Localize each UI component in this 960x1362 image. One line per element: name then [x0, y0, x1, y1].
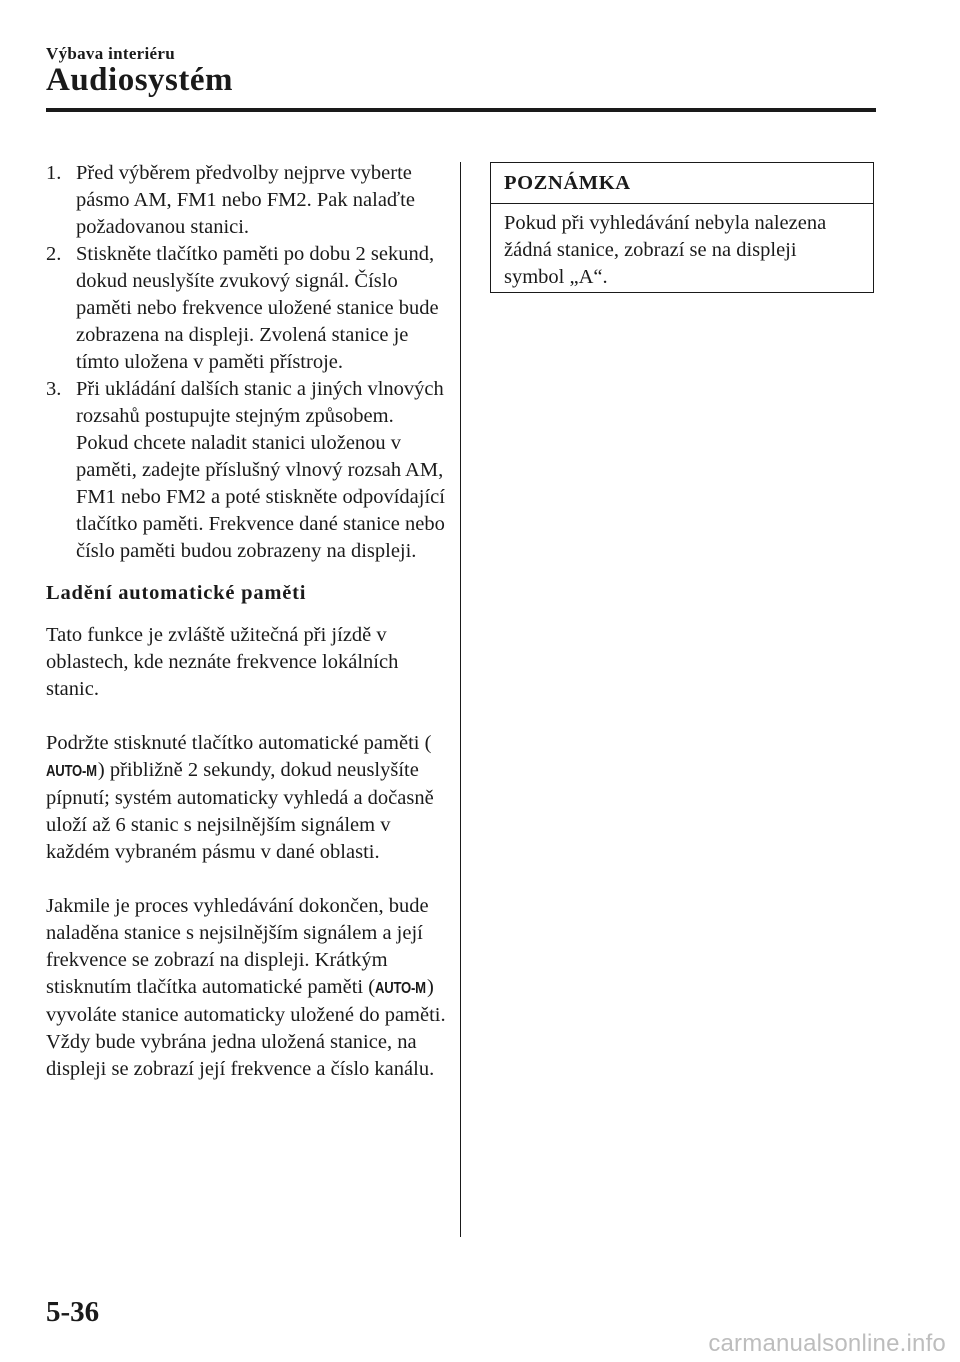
step-item [46, 160, 446, 241]
note-box [490, 162, 874, 293]
step-item [46, 241, 446, 376]
paragraph-text: Podržte stisknuté tlačítko automatické paměti ( [46, 732, 432, 754]
step-text: Před výběrem předvolby nejprve vyberte pásmo AM, FM1 nebo FM2. Pak nalaďte požadovanou stanici. [76, 162, 415, 238]
step-text: Stiskněte tlačítko paměti po dobu 2 sekund, dokud neuslyšíte zvukový signál. Číslo paměti nebo frekvence uložené stanice bude zobrazena na displeji. Zvolená stanice je tímto uložena v paměti přístroje. [76, 243, 439, 373]
paragraph-text: ) vyvoláte stanice automaticky uložené do paměti. Vždy bude vybrána jedna uložená stanice, na displeji se zobrazí její frekvence a číslo kanálu. [46, 976, 446, 1080]
watermark: carmanualsonline.info [708, 1330, 946, 1357]
section-heading: Ladění automatické paměti [46, 582, 307, 604]
step-list [46, 160, 446, 565]
title-rule [46, 108, 876, 112]
column-divider [460, 162, 461, 1237]
step-number: 1. [46, 162, 62, 184]
recall-paragraph [46, 893, 446, 1083]
left-column [46, 160, 446, 1083]
paragraph-text: ) přibližně 2 sekundy, dokud neuslyšíte pípnutí; systém automaticky vyhledá a dočasně uloží až 6 stanic s nejsilnějším signálem v každém vybraném pásmu v dané oblasti. [46, 759, 434, 863]
paragraph-text: Jakmile je proces vyhledávání dokončen, bude naladěna stanice s nejsilnějším signálem a její frekvence se zobrazí na displeji. Krátkým stisknutím tlačítka automatické paměti ( [46, 895, 429, 998]
note-text: Pokud při vyhledávání nebyla nalezena žádná stanice, zobrazí se na displeji symbol „A“. [504, 212, 827, 288]
page-title: Audiosystém [46, 62, 234, 98]
auto-m-button-label: AUTO-M [375, 980, 426, 997]
auto-m-button-label: AUTO-M [46, 763, 97, 780]
step-number: 2. [46, 243, 62, 265]
page-number: 5-36 [46, 1296, 100, 1328]
step-number: 3. [46, 378, 62, 400]
step-text: Při ukládání dalších stanic a jiných vlnových rozsahů postupujte stejným způsobem. Pokud chcete naladit stanici uloženou v paměti, zadejte příslušný vlnový rozsah AM, FM1 nebo FM2 a poté stiskněte odpovídající tlačítko paměti. Frekvence dané stanice nebo číslo paměti budou zobrazeny na displeji. [76, 378, 445, 562]
intro-paragraph: Tato funkce je zvláště užitečná při jízdě v oblastech, kde neznáte frekvence lokálních stanic. [46, 624, 399, 700]
note-heading: POZNÁMKA [491, 163, 873, 204]
section-label: Výbava interiéru [46, 44, 175, 63]
step-item [46, 376, 446, 565]
hold-button-paragraph [46, 730, 446, 866]
